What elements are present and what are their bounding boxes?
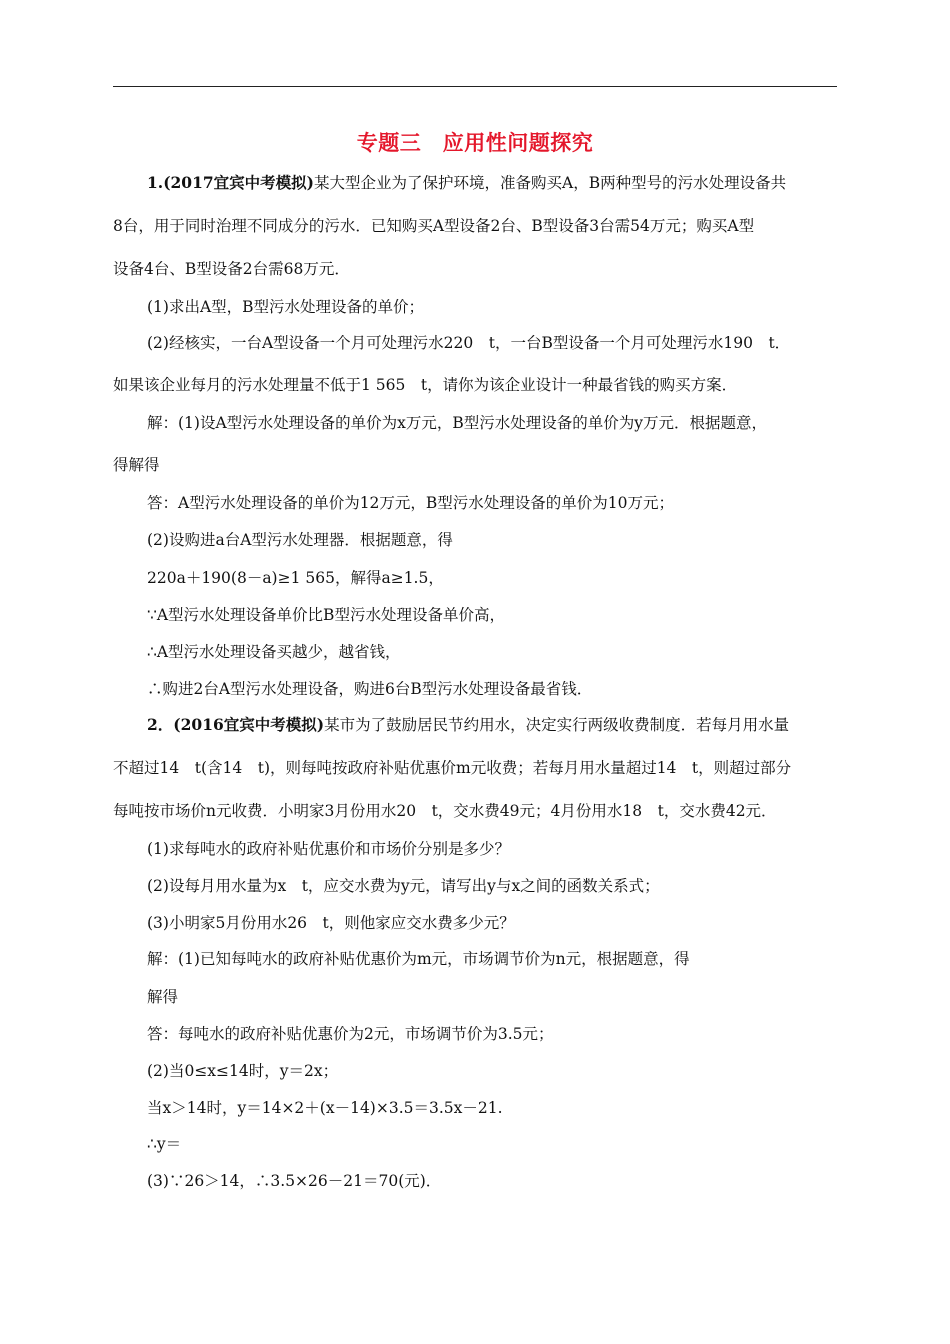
problem-2-source: (2016宜宾中考模拟) (173, 715, 325, 734)
problem-1-solution-line: 220a＋190(8－a)≥1 565，解得a≥1.5， (147, 569, 444, 587)
problem-2-line: 每吨按市场价n元收费．小明家3月份用水20 t，交水费49元；4月份用水18 t，交水费42元． (113, 802, 777, 820)
problem-2-first-line (147, 714, 789, 736)
problem-1-source: (2017宜宾中考模拟) (163, 173, 314, 192)
problem-2-solution-line: 解：(1)已知每吨水的政府补贴优惠价为m元，市场调节价为n元，根据题意，得 (147, 950, 690, 968)
problem-2-solution-line: 解得 (147, 988, 179, 1006)
problem-2-number: 2． (147, 715, 174, 734)
problem-2-question-1: (1)求每吨水的政府补贴优惠价和市场价分别是多少？ (147, 840, 510, 858)
problem-2-solution-line: (3)∵26＞14，∴3.5×26－21＝70(元)． (147, 1172, 442, 1190)
problem-2-solution-line: ∴y＝ (147, 1135, 182, 1153)
problem-2-text: 某市为了鼓励居民节约用水，决定实行两级收费制度．若每月用水量 (324, 716, 790, 734)
problem-2-question-3: (3)小明家5月份用水26 t，则他家应交水费多少元？ (147, 914, 515, 932)
problem-1-line: 8台，用于同时治理不同成分的污水．已知购买A型设备2台、B型设备3台需54万元；购买A型 (113, 217, 755, 235)
problem-2-answer: 答：每吨水的政府补贴优惠价为2元，市场调节价为3.5元； (147, 1025, 554, 1043)
problem-2-question-2: (2)设每月用水量为x t，应交水费为y元，请写出y与x之间的函数关系式； (147, 877, 660, 895)
problem-1-solution-line: 解：(1)设A型污水处理设备的单价为x万元，B型污水处理设备的单价为y万元．根据题意， (147, 414, 768, 432)
problem-1-solution-line: (2)设购进a台A型污水处理器．根据题意，得 (147, 531, 453, 549)
problem-2-solution-line: 当x＞14时，y＝14×2＋(x－14)×3.5＝3.5x－21. (147, 1099, 503, 1117)
problem-1-solution-line: ∵A型污水处理设备单价比B型污水处理设备单价高， (147, 606, 505, 624)
problem-1-solution-line: 得解得 (113, 456, 160, 474)
problem-1-number: 1. (147, 173, 164, 192)
top-rule (113, 86, 837, 87)
problem-2-line: 不超过14 t(含14 t)，则每吨按政府补贴优惠价m元收费；若每月用水量超过14 t，则超过部分 (113, 759, 792, 777)
problem-1-text: 某大型企业为了保护环境，准备购买A，B两种型号的污水处理设备共 (314, 174, 787, 192)
problem-1-answer: 答：A型污水处理设备的单价为12万元，B型污水处理设备的单价为10万元； (147, 494, 675, 512)
page-title: 专题三 应用性问题探究 (356, 131, 594, 155)
problem-1-line: 如果该企业每月的污水处理量不低于1 565 t，请你为该企业设计一种最省钱的购买方案． (113, 376, 738, 394)
problem-1-solution-line: ∴购进2台A型污水处理设备，购进6台B型污水处理设备最省钱． (147, 680, 593, 698)
problem-1-line: 设备4台、B型设备2台需68万元． (113, 260, 350, 278)
problem-1-question-2: (2)经核实，一台A型设备一个月可处理污水220 t，一台B型设备一个月可处理污水190 t． (147, 334, 791, 352)
problem-1-solution-line: ∴A型污水处理设备买越少，越省钱， (147, 643, 401, 661)
problem-2-solution-line: (2)当0≤x≤14时，y＝2x； (147, 1062, 339, 1080)
problem-1-first-line (147, 172, 786, 194)
problem-1-question-1: (1)求出A型，B型污水处理设备的单价； (147, 298, 425, 316)
